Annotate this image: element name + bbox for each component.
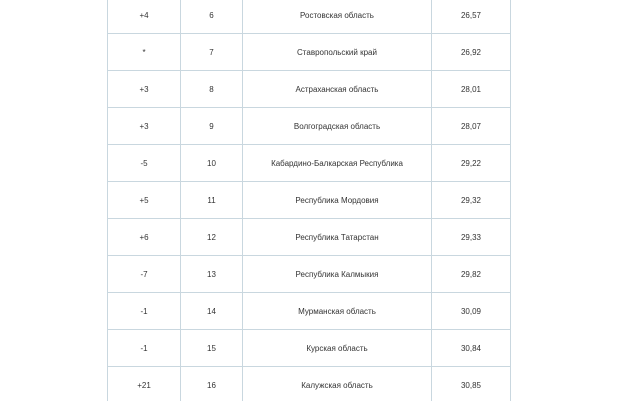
table-row (108, 293, 511, 330)
region-cell: Республика Мордовия (243, 182, 432, 219)
rank-change-cell: +4 (108, 0, 181, 34)
value-cell: 28,01 (432, 71, 511, 108)
region-cell: Астраханская область (243, 71, 432, 108)
table-row (108, 256, 511, 293)
region-cell: Ростовская область (243, 0, 432, 34)
ranking-table (107, 0, 511, 401)
value-cell: 29,22 (432, 145, 511, 182)
rank-change-cell: +3 (108, 71, 181, 108)
table-row (108, 71, 511, 108)
table-row (108, 219, 511, 256)
value-cell: 29,82 (432, 256, 511, 293)
rank-cell: 14 (181, 293, 243, 330)
value-cell: 29,32 (432, 182, 511, 219)
table-row (108, 367, 511, 401)
rank-change-cell: -7 (108, 256, 181, 293)
rank-change-cell: +5 (108, 182, 181, 219)
rank-cell: 8 (181, 71, 243, 108)
region-cell: Республика Калмыкия (243, 256, 432, 293)
rank-cell: 7 (181, 34, 243, 71)
rank-cell: 16 (181, 367, 243, 401)
region-cell: Курская область (243, 330, 432, 367)
rank-cell: 13 (181, 256, 243, 293)
table-row (108, 330, 511, 367)
table-row (108, 34, 511, 71)
rank-change-cell: +6 (108, 219, 181, 256)
region-cell: Волгоградская область (243, 108, 432, 145)
rank-cell: 11 (181, 182, 243, 219)
value-cell: 26,57 (432, 0, 511, 34)
region-cell: Кабардино-Балкарская Республика (243, 145, 432, 182)
table-row (108, 182, 511, 219)
rank-change-cell: -1 (108, 330, 181, 367)
region-cell: Республика Татарстан (243, 219, 432, 256)
rank-cell: 9 (181, 108, 243, 145)
region-cell: Калужская область (243, 367, 432, 401)
table-row (108, 0, 511, 34)
value-cell: 30,09 (432, 293, 511, 330)
value-cell: 30,85 (432, 367, 511, 401)
rank-cell: 15 (181, 330, 243, 367)
region-cell: Ставропольский край (243, 34, 432, 71)
table-row (108, 145, 511, 182)
rank-cell: 6 (181, 0, 243, 34)
rank-change-cell: -5 (108, 145, 181, 182)
rank-cell: 10 (181, 145, 243, 182)
region-cell: Мурманская область (243, 293, 432, 330)
rank-cell: 12 (181, 219, 243, 256)
rank-change-cell: +21 (108, 367, 181, 401)
value-cell: 30,84 (432, 330, 511, 367)
value-cell: 26,92 (432, 34, 511, 71)
value-cell: 28,07 (432, 108, 511, 145)
rank-change-cell: -1 (108, 293, 181, 330)
rank-change-cell: * (108, 34, 181, 71)
value-cell: 29,33 (432, 219, 511, 256)
rank-change-cell: +3 (108, 108, 181, 145)
table-row (108, 108, 511, 145)
